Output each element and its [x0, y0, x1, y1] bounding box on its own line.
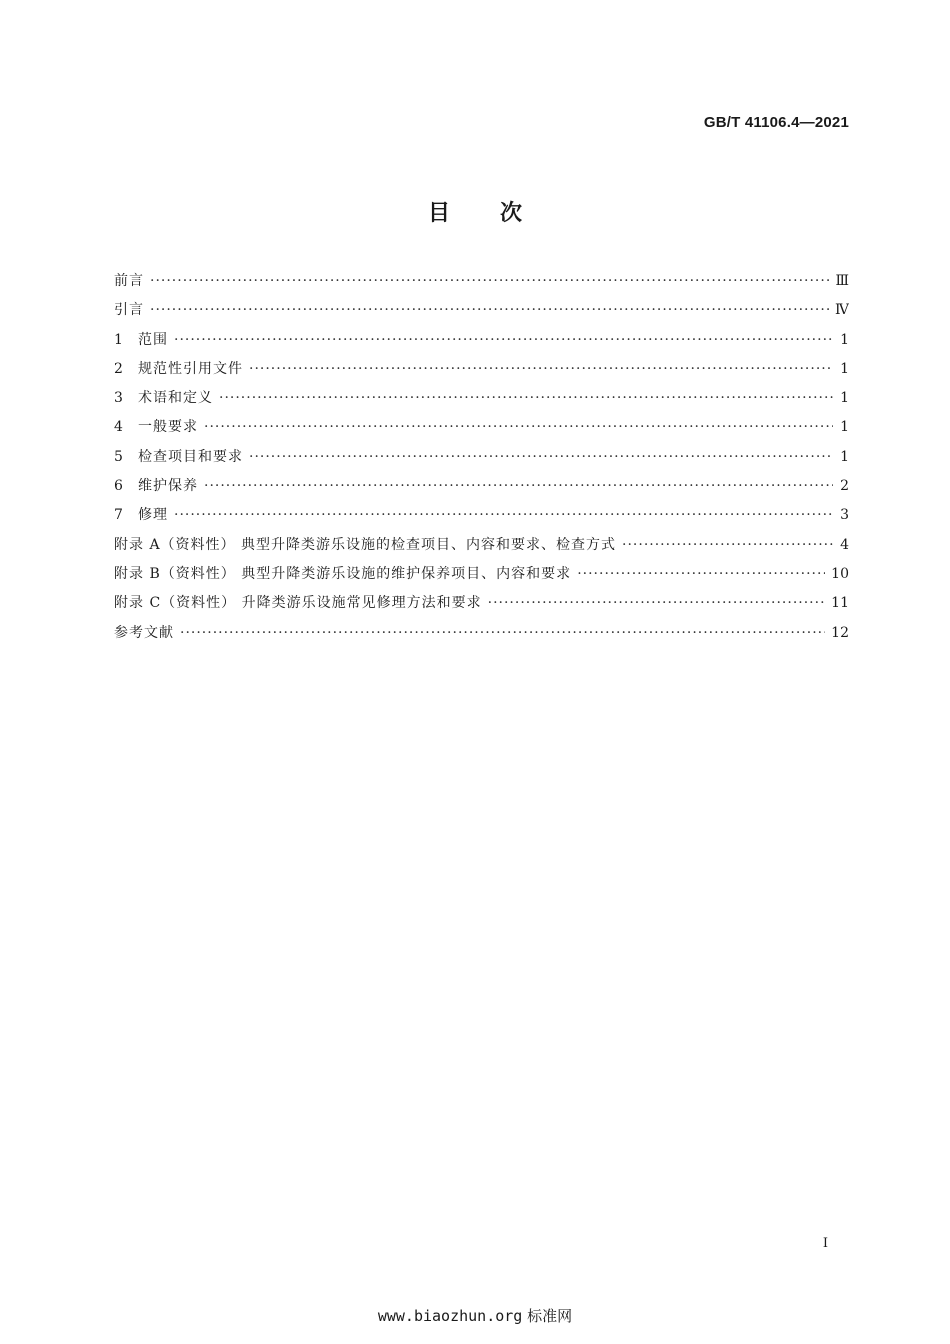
toc-label: 检查项目和要求	[138, 448, 243, 465]
toc-label: 附录 C（资料性） 升降类游乐设施常见修理方法和要求	[114, 595, 482, 612]
toc-leader-dots	[174, 507, 833, 523]
toc-entry-terms-definitions[interactable]	[114, 387, 849, 416]
toc-leader-dots	[150, 302, 829, 318]
toc-leader-dots	[150, 273, 829, 289]
toc-page-number: 2	[840, 478, 849, 495]
page-number: Ⅰ	[822, 1236, 828, 1251]
toc-entry-annex-c[interactable]	[114, 592, 849, 621]
toc-section-number: 6	[114, 478, 123, 495]
toc-section-number: 7	[114, 507, 123, 524]
toc-label: 前言	[114, 273, 144, 289]
toc-leader-dots	[204, 478, 833, 494]
site-name: 标准网	[527, 1307, 573, 1325]
toc-label: 术语和定义	[138, 390, 213, 407]
toc-page-number: 11	[831, 595, 849, 612]
toc-label: 附录 A（资料性） 典型升降类游乐设施的检查项目、内容和要求、检查方式	[114, 536, 617, 553]
toc-page-number: 1	[840, 360, 849, 377]
toc-page-number: Ⅳ	[835, 302, 849, 319]
table-of-contents	[114, 270, 849, 651]
toc-leader-dots	[204, 419, 833, 435]
toc-label: 修理	[138, 507, 168, 524]
toc-page-number: 1	[840, 390, 849, 407]
toc-page-number: 4	[840, 536, 849, 553]
toc-label: 维护保养	[138, 478, 198, 495]
toc-page-number: 10	[831, 565, 849, 582]
site-footer	[0, 1305, 950, 1326]
toc-entry-foreword[interactable]	[114, 270, 849, 299]
toc-entry-maintenance[interactable]	[114, 475, 849, 504]
toc-page-number: 1	[840, 331, 849, 348]
toc-entry-inspection-items[interactable]	[114, 446, 849, 475]
toc-section-number: 5	[114, 448, 123, 465]
page-title: 目次	[427, 201, 572, 226]
toc-leader-dots	[249, 449, 833, 465]
site-url-link[interactable]: www.biaozhun.org	[377, 1307, 523, 1325]
toc-label: 附录 B（资料性） 典型升降类游乐设施的维护保养项目、内容和要求	[114, 565, 572, 582]
toc-label: 引言	[114, 302, 144, 319]
toc-entry-general-requirements[interactable]	[114, 416, 849, 445]
toc-entry-repair[interactable]	[114, 504, 849, 533]
toc-entry-introduction[interactable]	[114, 299, 849, 328]
toc-page-number: 1	[840, 419, 849, 436]
toc-section-number: 3	[114, 390, 123, 407]
toc-label: 一般要求	[138, 419, 198, 436]
standard-number: GB/T 41106.4—2021	[703, 114, 849, 131]
toc-leader-dots	[488, 595, 826, 611]
toc-leader-dots	[174, 332, 833, 348]
toc-entry-normative-references[interactable]	[114, 358, 849, 387]
toc-leader-dots	[622, 537, 833, 553]
toc-page-number: Ⅲ	[835, 273, 849, 289]
toc-leader-dots	[577, 566, 825, 582]
toc-section-number: 2	[114, 360, 123, 377]
toc-leader-dots	[249, 361, 833, 377]
toc-section-number: 1	[114, 331, 123, 348]
toc-label: 规范性引用文件	[138, 360, 243, 377]
toc-label: 范围	[138, 331, 168, 348]
toc-page-number: 12	[831, 624, 849, 641]
toc-section-number: 4	[114, 419, 123, 436]
toc-entry-annex-a[interactable]	[114, 534, 849, 563]
toc-page-number: 3	[840, 507, 849, 524]
toc-entry-annex-b[interactable]	[114, 563, 849, 592]
toc-page-number: 1	[840, 448, 849, 465]
toc-leader-dots	[219, 390, 833, 406]
toc-label: 参考文献	[114, 624, 174, 641]
toc-entry-scope[interactable]	[114, 329, 849, 358]
toc-leader-dots	[180, 625, 825, 641]
toc-entry-bibliography[interactable]	[114, 622, 849, 651]
